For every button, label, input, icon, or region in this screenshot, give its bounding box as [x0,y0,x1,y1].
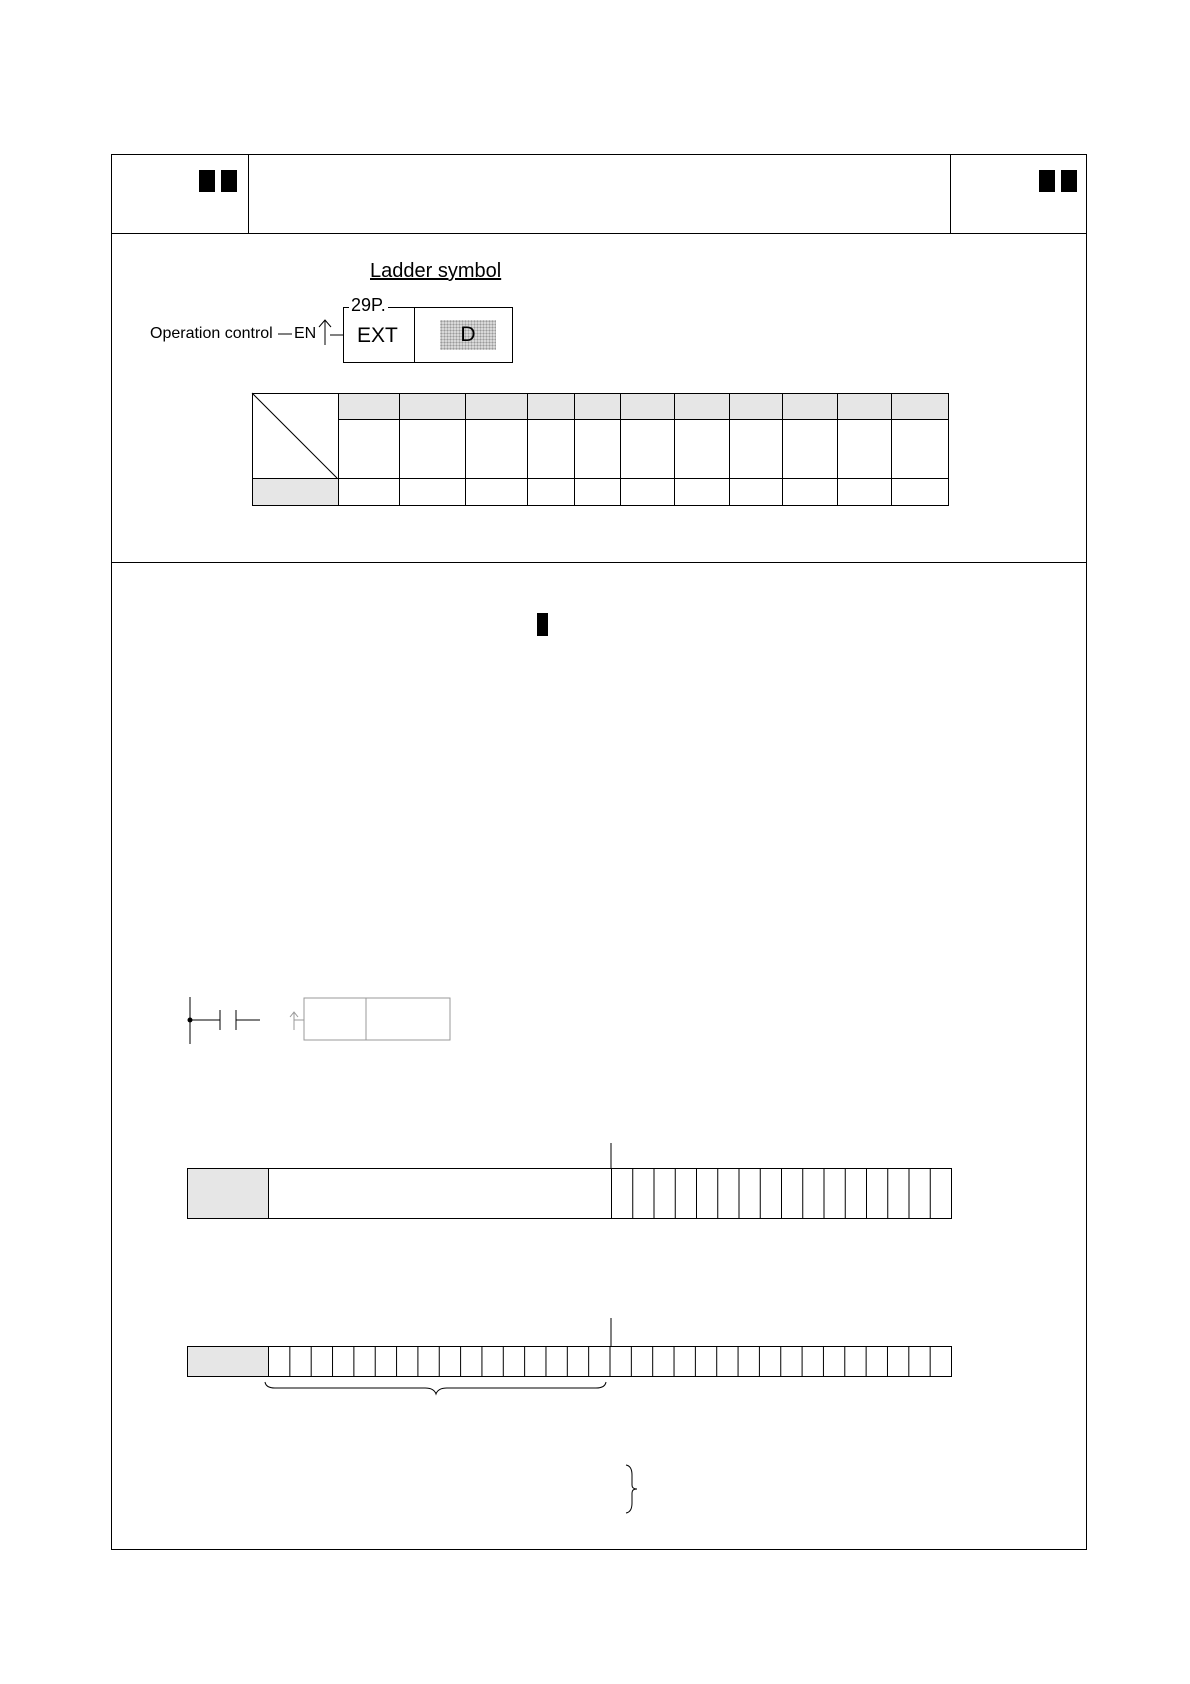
operand-table-header-cell [400,394,466,420]
operand-table-cell [675,420,730,479]
operand-table-cell [621,479,675,506]
lower-register-outline [188,1347,952,1377]
lower-brace [265,1382,606,1394]
operand-table-header-cell [838,394,892,420]
operand-table-header-cell [466,394,528,420]
ladder-symbol-title: Ladder symbol [370,260,502,282]
operand-table [252,393,949,506]
operand-table-header-cell [621,394,675,420]
operand-table-cell [621,420,675,479]
operand-table-cell [730,420,783,479]
operand-table-cell [528,479,575,506]
operand-table-header-cell [528,394,575,420]
en-label: EN [294,325,317,342]
instruction-number: 29P. [351,295,386,315]
cursor-mark [537,613,548,636]
upper-register-outline [188,1169,952,1219]
operand-table-cell [892,479,949,506]
operand-table-header-cell [575,394,621,420]
operand-table-cell [838,479,892,506]
operand-table-cell [838,420,892,479]
side-brace [626,1465,637,1513]
operand-table-header-cell [892,394,949,420]
operand-table-cell [400,420,466,479]
operand-table-cell [575,420,621,479]
operand-table-cell [339,479,400,506]
operand-table-header-cell [675,394,730,420]
operand-table-header-cell [730,394,783,420]
operand-table-header-cell [339,394,400,420]
operand-table-cell [730,479,783,506]
lower-register-label [188,1347,269,1377]
operand-table-cell [339,420,400,479]
operand-table-cell [783,420,838,479]
operand-table-cell [892,420,949,479]
operand-table-cell [466,420,528,479]
upper-bit-cells [633,1169,931,1219]
operand-table-corner [253,394,339,479]
operand-table-cell [466,479,528,506]
upper-register-label [188,1169,269,1219]
operand-table-header-cell [783,394,838,420]
operand-table-cell [575,479,621,506]
lower-bit-cells [290,1347,930,1377]
operand-table-cell [675,479,730,506]
instruction-name: EXT [357,324,398,347]
operand-d: D [440,320,496,350]
operation-control-label: Operation control [150,325,273,342]
example-block [304,998,450,1040]
operand-table-cell [783,479,838,506]
operand-table-cell [400,479,466,506]
operand-table-row-label [253,479,339,506]
operand-table-cell [528,420,575,479]
